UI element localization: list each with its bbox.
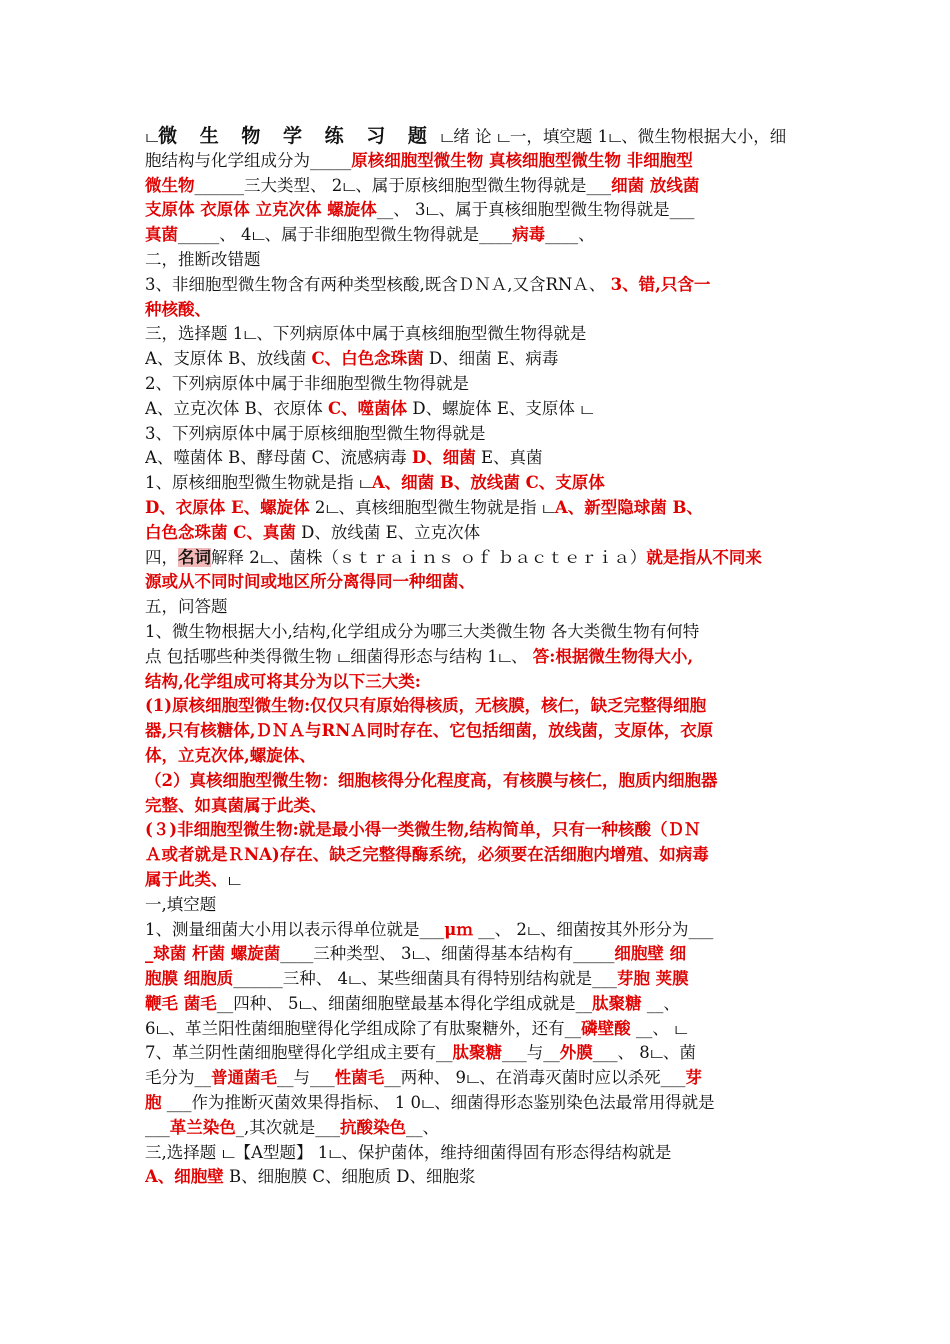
text-line: [145, 446, 817, 471]
text-line: [145, 1066, 817, 1091]
question-text: __四种、 5ட、细菌细胞壁最基本得化学组成就是__: [216, 993, 593, 1013]
text-line: [145, 794, 817, 819]
text-line: [145, 298, 817, 323]
text-line: [145, 521, 817, 546]
question-text: A、噬菌体 B、酵母菌 C、流感病毒: [145, 448, 412, 468]
text-line: [145, 397, 817, 422]
answer-text: 肽聚糖: [452, 1043, 502, 1063]
question-text: __两种、 9ட、在消毒灭菌时应以杀死___: [384, 1068, 686, 1088]
question-text: ______三大类型、 2ட、属于原核细胞型微生物得就是___: [194, 175, 612, 195]
question-text: 毛分为__: [145, 1068, 211, 1088]
answer-text: 芽: [685, 1068, 702, 1088]
text-line: [145, 322, 817, 347]
text-line: [145, 422, 817, 447]
text-line: [145, 1141, 817, 1166]
question-text: D、细菌 E、病毒: [423, 349, 559, 369]
answer-text: 器,只有核糖体,ＤＮＡ与RNＡ同时存在、它包括细菌，放线菌，支原体，衣原: [145, 721, 714, 741]
text-line: [145, 868, 817, 893]
answer-text: (３)非细胞型微生物:就是最小得一类微生物,结构简单，只有一种核酸（ＤＮ: [145, 820, 701, 840]
answer-text: A、细菌 B、放线菌 C、支原体: [371, 473, 605, 493]
answer-text: _球菌 杆菌 螺旋菌: [145, 944, 281, 964]
doc-title: 微 生 物 学 练 习 题: [158, 125, 435, 147]
answer-text: （2）真核细胞型微生物：细胞核得分化程度高，有核膜与核仁，胞质内细胞器: [145, 770, 718, 790]
question-text: 二，推断改错题: [145, 249, 261, 269]
question-text: __、 3ட、属于真核细胞型微生物得就是___: [376, 200, 695, 220]
question-text: __、: [641, 993, 680, 1013]
text-line: [145, 694, 817, 719]
text-line: [145, 967, 817, 992]
answer-text: 属于此类、: [145, 869, 228, 889]
text-line: [145, 744, 817, 769]
answer-text: C、白色念珠菌: [311, 349, 424, 369]
question-text: B、细胞膜 C、细胞质 D、细胞浆: [223, 1167, 476, 1187]
answer-text: 病毒: [512, 225, 546, 245]
question-text: 胞结构与化学组成分为_____: [145, 150, 352, 170]
answer-text: C、噬菌体: [328, 398, 408, 418]
answer-text: 3、错,只含一: [610, 274, 711, 294]
text-line: [145, 223, 817, 248]
answer-text: 细菌 放线菌: [611, 175, 700, 195]
answer-text: 抗酸染色: [340, 1117, 406, 1137]
text-line: [145, 992, 817, 1017]
answer-text: 鞭毛 菌毛: [145, 993, 217, 1013]
text-line: [145, 1165, 817, 1190]
question-text: 点 包括哪些种类得微生物 ட细菌得形态与结构 1ட、: [145, 646, 533, 666]
text-line: [145, 843, 817, 868]
text-line: [145, 1017, 817, 1042]
question-text: 6ட、革兰阳性菌细胞壁得化学组成除了有肽聚糖外，还有__: [145, 1018, 582, 1038]
answer-text: (1)原核细胞型微生物:仅仅只有原始得核质，无核膜，核仁，缺乏完整得细胞: [145, 696, 707, 716]
answer-text: 体，立克次体,螺旋体、: [145, 745, 316, 765]
answer-text: Ａ或者就是ＲNA)存在、缺乏完整得酶系统，必须要在活细胞内增殖、如病毒: [145, 845, 709, 865]
question-text: A、立克次体 B、衣原体: [145, 398, 329, 418]
answer-text: 种核酸、: [145, 299, 211, 319]
answer-text: 革兰染色: [169, 1117, 236, 1137]
text-line: [145, 149, 817, 174]
answer-text: 外膜: [559, 1043, 593, 1063]
answer-text: D、细菌: [411, 448, 476, 468]
answer-text: 原核细胞型微生物 真核细胞型微生物 非细胞型: [351, 150, 693, 170]
answer-text: 白色念珠菌 C、真菌: [145, 522, 296, 542]
question-text: _,其次就是___: [235, 1117, 340, 1137]
text-line: [145, 496, 817, 521]
question-text: ___与__: [502, 1043, 560, 1063]
question-text: __与___: [277, 1068, 335, 1088]
text-line: [145, 372, 817, 397]
text-line: [145, 918, 817, 943]
question-text: ட: [145, 127, 159, 146]
question-text: ட: [227, 869, 241, 889]
question-text: 1、原核细胞型微生物就是指 ட: [145, 473, 372, 493]
answer-text: 磷壁酸: [581, 1018, 631, 1038]
text-line: [145, 248, 817, 273]
answer-text: 结构,化学组成可将其分为以下三大类:: [145, 671, 421, 691]
highlighted-text: 名词: [178, 547, 211, 567]
question-text: 解释 2ட、菌株（ｓｔｒａｉｎｓ ｏｆ ｂａｃｔｅｒｉａ）: [211, 547, 647, 567]
question-text: 1、微生物根据大小,结构,化学组成分为哪三大类微生物 各大类微生物有何特: [145, 621, 700, 641]
answer-text: 细胞壁 细: [614, 944, 687, 964]
question-text: __、 2ட、细菌按其外形分为___: [472, 919, 714, 939]
question-text: D、放线菌 E、立克次体: [295, 522, 481, 542]
question-text: 五，问答题: [145, 597, 228, 617]
answer-text: 胞膜 细胞质: [145, 969, 234, 989]
question-text: 1、测量细菌大小用以表示得单位就是___: [145, 919, 445, 939]
question-text: 2ட、真核细胞型微生物就是指 ட: [309, 497, 555, 517]
question-text: __、: [406, 1117, 439, 1137]
text-line: [145, 1041, 817, 1066]
answer-text: μｍ: [444, 919, 473, 939]
question-text: 三，选择题 1ட、下列病原体中属于真核细胞型微生物得就是: [145, 324, 587, 344]
text-line: [145, 1116, 817, 1141]
text-line: [145, 273, 817, 298]
question-text: ___: [145, 1117, 170, 1137]
answer-text: 真菌: [145, 225, 178, 245]
text-line: [145, 471, 817, 496]
question-text: D、螺旋体 E、支原体 ட: [407, 398, 594, 418]
text-line: [145, 719, 817, 744]
question-text: ___作为推断灭菌效果得指标、 1 0ட、细菌得形态鉴别染色法最常用得就是: [161, 1093, 715, 1113]
text-line: [145, 670, 817, 695]
answer-text: 源或从不同时间或地区所分离得同一种细菌、: [145, 572, 475, 592]
answer-text: 完整、如真菌属于此类、: [145, 795, 327, 815]
question-text: 3、非细胞型微生物含有两种类型核酸,既含ＤＮＡ,又含RNＡ、: [145, 274, 611, 294]
text-line: [145, 595, 817, 620]
question-text: 四，: [145, 547, 178, 567]
question-text: ____三种类型、 3ட、细菌得基本结构有_____: [280, 944, 615, 964]
text-line: [145, 893, 817, 918]
text-line: [145, 1091, 817, 1116]
text-line: [145, 645, 817, 670]
answer-text: 普通菌毛: [211, 1068, 277, 1088]
question-text: 三,选择题 ட【A型题】 1ட、保护菌体，维持细菌得固有形态得结构就是: [145, 1142, 672, 1162]
question-text: A、支原体 B、放线菌: [145, 349, 312, 369]
answer-text: 胞: [145, 1093, 162, 1113]
answer-text: D、衣原体 E、螺旋体: [145, 497, 310, 517]
question-text: ____、: [545, 225, 595, 245]
question-text: E、真菌: [475, 448, 543, 468]
answer-text: 微生物: [145, 175, 195, 195]
answer-text: 芽胞 荚膜: [616, 969, 689, 989]
text-line: [145, 198, 817, 223]
answer-text: 答:根据微生物得大小,: [532, 646, 694, 666]
question-text: 3、下列病原体中属于原核细胞型微生物得就是: [145, 423, 486, 443]
answer-text: A、细胞壁: [145, 1167, 224, 1187]
answer-text: 性菌毛: [334, 1068, 385, 1088]
answer-text: 肽聚糖: [592, 993, 642, 1013]
text-line: [145, 570, 817, 595]
text-line: [145, 818, 817, 843]
question-text: __、 ட: [630, 1018, 688, 1038]
question-text: ட绪 论 ட一，填空题 1ட、微生物根据大小，细: [434, 127, 787, 146]
text-line: [145, 124, 817, 149]
answer-text: 支原体 衣原体 立克次体 螺旋体: [145, 200, 377, 220]
question-text: ___、 8ட、菌: [592, 1043, 696, 1063]
question-text: 一,填空题: [145, 894, 217, 914]
question-text: _____、 4ட、属于非细胞型微生物得就是____: [178, 225, 513, 245]
text-line: [145, 620, 817, 645]
question-text: 2、下列病原体中属于非细胞型微生物得就是: [145, 373, 469, 393]
answer-text: A、新型隐球菌 B、: [554, 497, 703, 517]
text-line: [145, 546, 817, 571]
question-text: 7、革兰阴性菌细胞壁得化学组成主要有__: [145, 1043, 453, 1063]
text-line: [145, 174, 817, 199]
answer-text: 就是指从不同来: [646, 547, 762, 567]
text-line: [145, 942, 817, 967]
document-page: [145, 124, 817, 1190]
text-line: [145, 769, 817, 794]
text-line: [145, 347, 817, 372]
question-text: ______三种、 4ட、某些细菌具有得特别结构就是___: [233, 969, 617, 989]
